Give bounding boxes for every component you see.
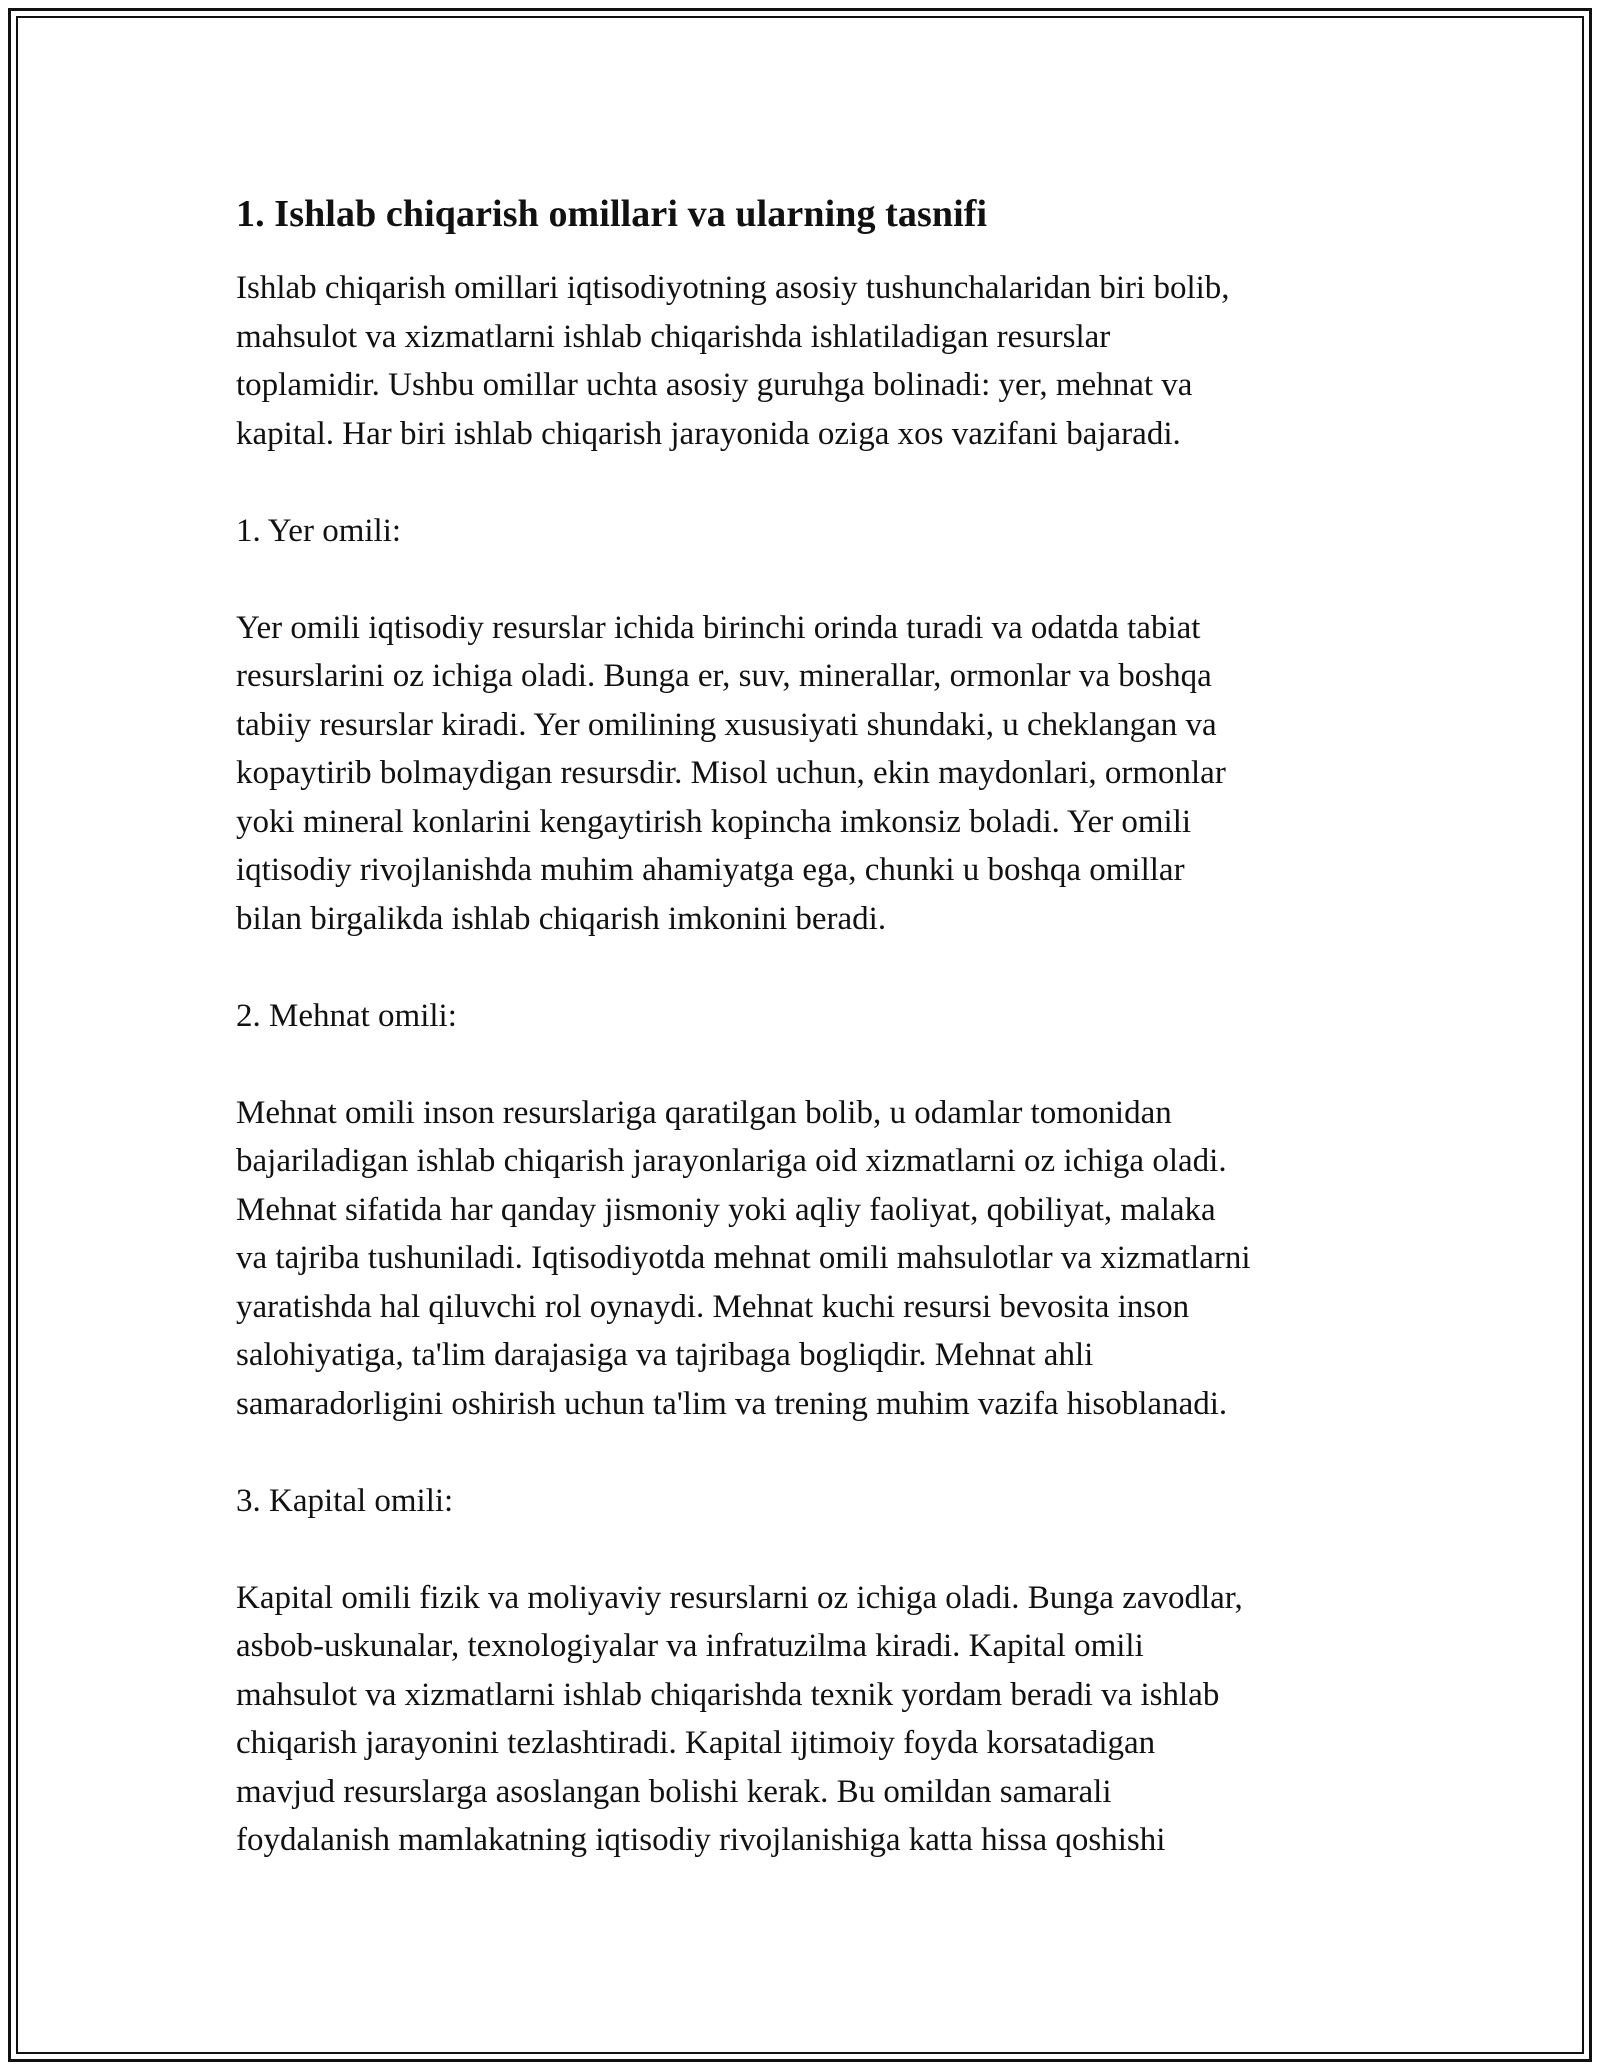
paragraph-gap [236,1428,1376,1477]
section-line: foydalanish mamlakatning iqtisodiy rivojlanishiga katta hissa qoshishi [236,1822,1166,1858]
section-line: asbob-uskunalar, texnologiyalar va infratuzilma kiradi. Kapital omili [236,1628,1144,1664]
paragraph-gap [236,555,1376,604]
section-line: kopaytirib bolmaydigan resursdir. Misol uchun, ekin maydonlari, ormonlar [236,755,1226,791]
section-yer [236,507,1376,944]
intro-line: toplamidir. Ushbu omillar uchta asosiy guruhga bolinadi: yer, mehnat va [236,367,1193,403]
section-line: Yer omili iqtisodiy resurslar ichida birinchi orinda turadi va odatda tabiat [236,609,1201,646]
section-line: va tajriba tushuniladi. Iqtisodiyotda mehnat omili mahsulotlar va xizmatlarni [236,1240,1251,1276]
section-heading: 3. Kapital omili: [236,1482,454,1519]
section-heading: 2. Mehnat omili: [236,997,457,1034]
section-line: iqtisodiy rivojlanishda muhim ahamiyatga ega, chunki u boshqa omillar [236,852,1185,888]
paragraph-gap [236,943,1376,992]
intro-line: Ishlab chiqarish omillari iqtisodiyotning asosiy tushunchalaridan biri bolib, [236,270,1230,306]
paragraph-gap [236,1525,1376,1574]
intro-line: kapital. Har biri ishlab chiqarish jarayonida oziga xos vazifani bajaradi. [236,415,1181,452]
section-line: mavjud resurslarga asoslangan bolishi kerak. Bu omildan samarali [236,1773,1112,1810]
document-body [236,186,1376,1865]
section-heading: 1. Yer omili: [236,512,402,549]
section-line: bajariladigan ishlab chiqarish jarayonlariga oid xizmatlarni oz ichiga oladi. [236,1143,1227,1179]
intro-paragraph [236,264,1376,458]
section-line: resurslarini oz ichiga oladi. Bunga er, suv, minerallar, ormonlar va boshqa [236,658,1212,694]
section-line: yoki mineral konlarini kengaytirish kopincha imkonsiz boladi. Yer omili [236,803,1192,840]
section-line: tabiiy resurslar kiradi. Yer omilining xususiyati shundaki, u cheklangan va [236,706,1217,743]
section-line: Kapital omili fizik va moliyaviy resurslarni oz ichiga oladi. Bunga zavodlar, [236,1579,1243,1616]
section-mehnat [236,992,1376,1429]
intro-line: mahsulot va xizmatlarni ishlab chiqarishda ishlatiladigan resurslar [236,318,1111,355]
document-title: 1. Ishlab chiqarish omillari va ularning tasnifi [236,193,988,235]
paragraph-gap [236,458,1376,507]
paragraph-gap [236,1040,1376,1089]
section-line: mahsulot va xizmatlarni ishlab chiqarishda texnik yordam beradi va ishlab [236,1676,1220,1713]
section-kapital [236,1477,1376,1865]
section-line: samaradorligini oshirish uchun ta'lim va trening muhim vazifa hisoblanadi. [236,1385,1228,1422]
section-line: Mehnat sifatida har qanday jismoniy yoki aqliy faoliyat, qobiliyat, malaka [236,1191,1216,1228]
section-line: chiqarish jarayonini tezlashtiradi. Kapital ijtimoiy foyda korsatadigan [236,1725,1156,1761]
section-line: salohiyatiga, ta'lim darajasiga va tajribaga bogliqdir. Mehnat ahli [236,1337,1094,1373]
section-line: Mehnat omili inson resurslariga qaratilgan bolib, u odamlar tomonidan [236,1094,1172,1131]
section-line: yaratishda hal qiluvchi rol oynaydi. Mehnat kuchi resursi bevosita inson [236,1288,1190,1325]
section-line: bilan birgalikda ishlab chiqarish imkonini beradi. [236,900,887,937]
